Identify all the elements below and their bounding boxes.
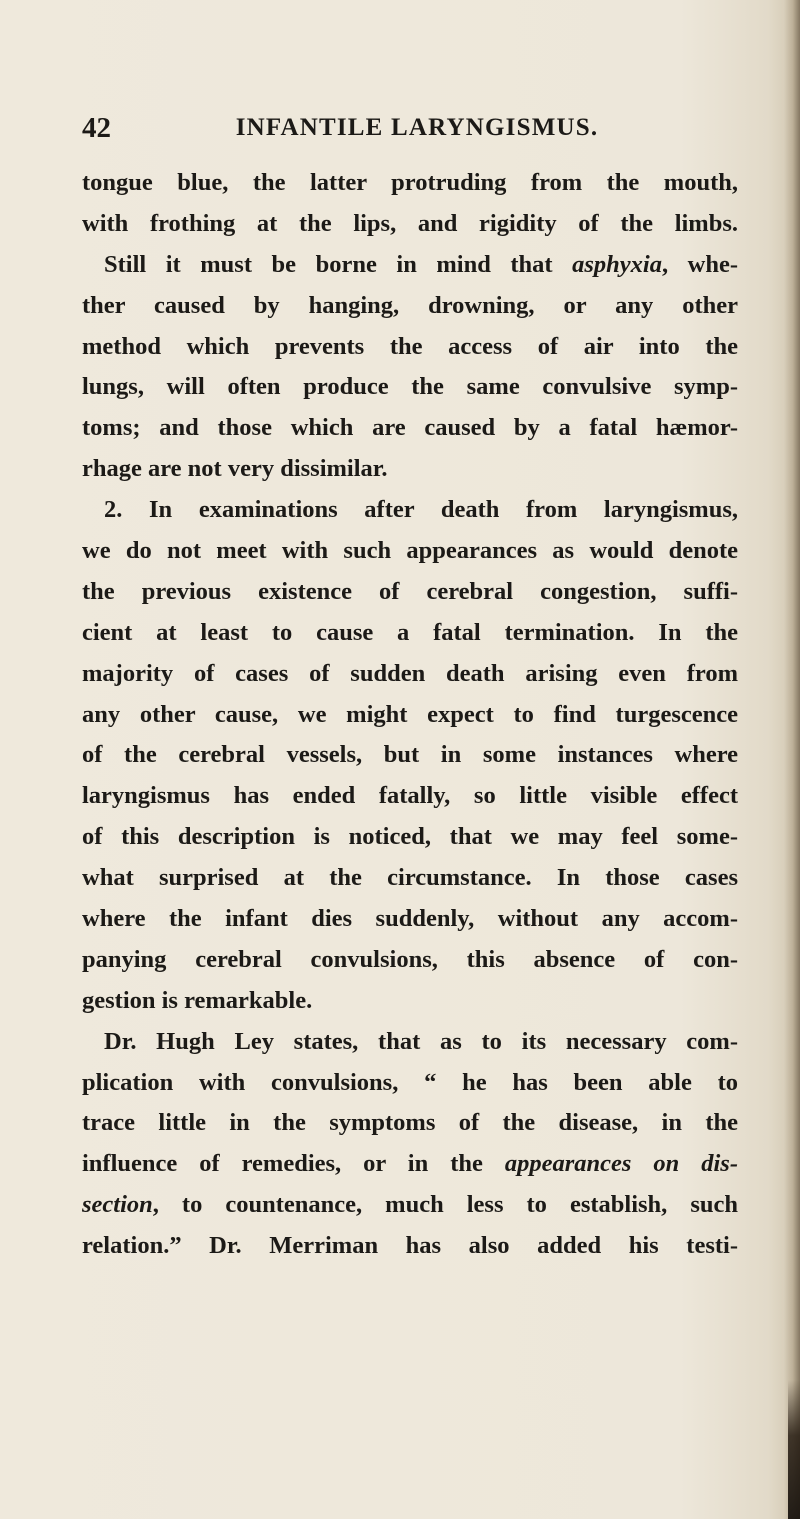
text-line: panying cerebral convulsions, this absence of con- (82, 945, 738, 973)
text-line: Still it must be borne in mind that asphyxia, whe- (104, 250, 738, 278)
running-head (82, 110, 738, 150)
text-line: trace little in the symptoms of the disease, in the (82, 1109, 738, 1137)
italic-term: section (82, 1191, 153, 1219)
text-line: lungs, will often produce the same convulsive symp- (82, 373, 738, 401)
header-title: INFANTILE LARYNGISMUS. (235, 114, 599, 141)
text-line: of this description is noticed, that we may feel some- (82, 823, 738, 851)
text-line: gestion is remarkable. (82, 986, 313, 1014)
text-line: plication with convulsions, “ he has been able to (82, 1068, 738, 1096)
italic-term: appearances on dis- (504, 1150, 738, 1178)
text-line: we do not meet with such appearances as would denote (82, 537, 738, 565)
text-line: section, to countenance, much less to establish, such (82, 1191, 738, 1219)
text-line: the previous existence of cerebral congestion, suffi- (82, 577, 738, 605)
italic-term: asphyxia (572, 250, 662, 278)
body-text (82, 163, 738, 1267)
page-edge-shadow (784, 0, 800, 1519)
text-line: influence of remedies, or in the appearances on dis- (82, 1150, 738, 1178)
page-edge-dark-corner (788, 1380, 800, 1519)
text-line: laryngismus has ended fatally, so little visible effect (82, 782, 738, 810)
text-line: cient at least to cause a fatal termination. In the (82, 618, 738, 646)
text-line: with frothing at the lips, and rigidity of the limbs. (82, 209, 738, 237)
text-line: relation.” Dr. Merriman has also added his testi- (82, 1232, 738, 1260)
text-line: majority of cases of sudden death arising even from (82, 659, 738, 687)
text-line: Dr. Hugh Ley states, that as to its necessary com- (104, 1027, 738, 1055)
text-line: method which prevents the access of air into the (82, 332, 738, 360)
text-line: what surprised at the circumstance. In those cases (82, 864, 738, 892)
page-number: 42 (82, 112, 111, 144)
text-line: 2. In examinations after death from laryngismus, (104, 496, 738, 524)
text-line: any other cause, we might expect to find turgescence (82, 700, 738, 728)
text-line: ther caused by hanging, drowning, or any other (82, 291, 738, 319)
text-line: tongue blue, the latter protruding from the mouth, (82, 169, 738, 196)
text-line: rhage are not very dissimilar. (82, 455, 388, 483)
text-line: where the infant dies suddenly, without any accom- (82, 905, 738, 933)
text-line: of the cerebral vessels, but in some instances where (82, 741, 738, 769)
text-line: toms; and those which are caused by a fatal hæmor- (82, 414, 738, 442)
